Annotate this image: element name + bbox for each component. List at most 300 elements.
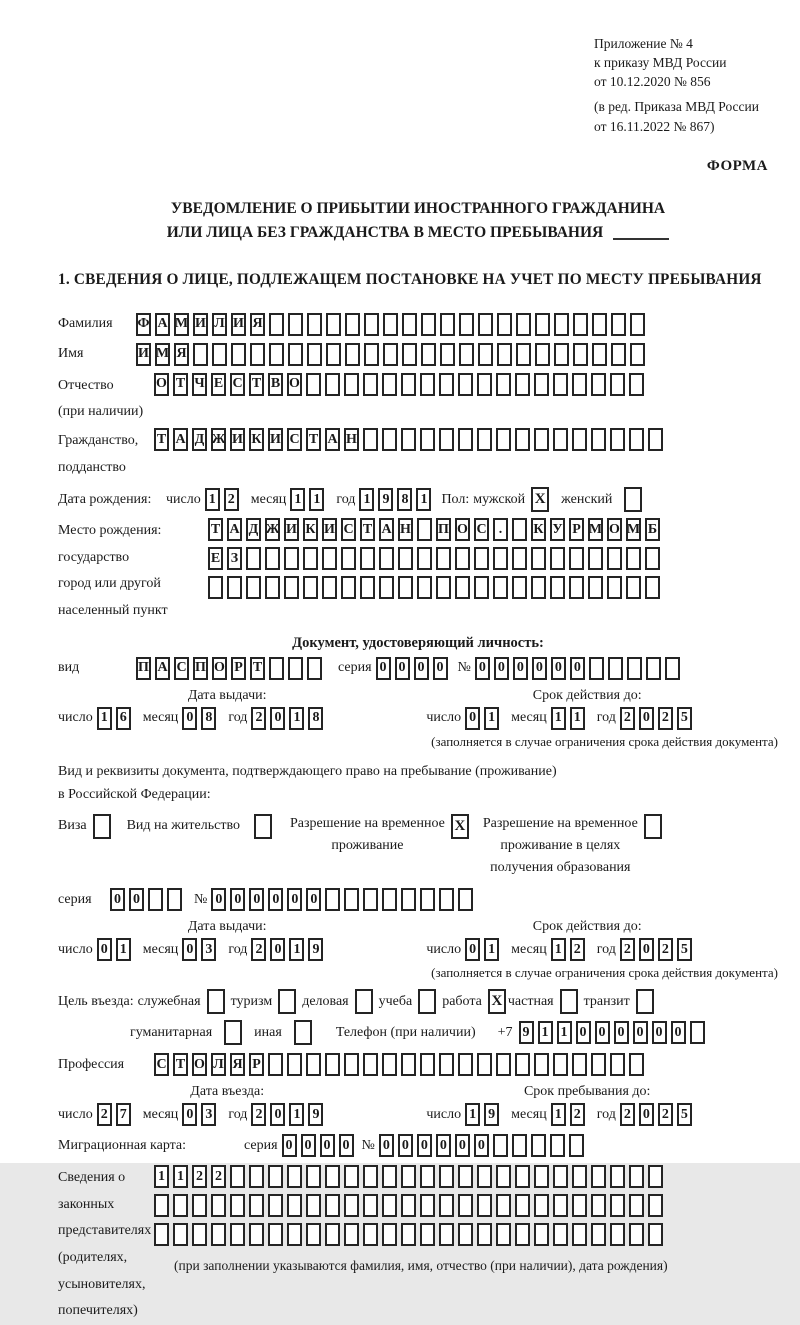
char-cell[interactable] — [645, 547, 660, 570]
char-cell[interactable] — [439, 1194, 454, 1217]
char-cell[interactable] — [398, 576, 413, 599]
char-cell[interactable]: 0 — [270, 707, 285, 730]
char-cell[interactable]: 0 — [182, 938, 197, 961]
char-cell[interactable]: 9 — [308, 938, 323, 961]
char-cell[interactable] — [455, 576, 470, 599]
char-cell[interactable]: М — [626, 518, 641, 541]
char-cell[interactable]: 0 — [395, 657, 410, 680]
char-cell[interactable]: 0 — [287, 888, 302, 911]
char-cell[interactable]: М — [588, 518, 603, 541]
char-cell[interactable]: С — [230, 373, 245, 396]
char-cell[interactable] — [211, 1194, 226, 1217]
char-cell[interactable] — [269, 657, 284, 680]
char-cell[interactable]: 2 — [192, 1165, 207, 1188]
char-cell[interactable] — [512, 547, 527, 570]
char-cell[interactable] — [478, 343, 493, 366]
char-cell[interactable] — [553, 1165, 568, 1188]
char-cell[interactable] — [477, 1053, 492, 1076]
char-cell[interactable] — [364, 313, 379, 336]
char-cell[interactable]: 0 — [97, 938, 112, 961]
char-cell[interactable]: С — [287, 428, 302, 451]
char-cell[interactable] — [610, 1053, 625, 1076]
char-cell[interactable]: 2 — [658, 938, 673, 961]
char-cell[interactable]: Я — [230, 1053, 245, 1076]
char-cell[interactable] — [515, 1165, 530, 1188]
char-cell[interactable] — [250, 343, 265, 366]
char-cell[interactable]: Т — [173, 373, 188, 396]
char-cell[interactable] — [401, 1223, 416, 1246]
char-cell[interactable] — [288, 343, 303, 366]
char-cell[interactable] — [531, 1134, 546, 1157]
char-cell[interactable] — [287, 1053, 302, 1076]
char-cell[interactable]: 2 — [658, 1103, 673, 1126]
char-cell[interactable] — [515, 1194, 530, 1217]
char-cell[interactable]: 0 — [182, 1103, 197, 1126]
char-cell[interactable] — [227, 576, 242, 599]
char-cell[interactable] — [344, 373, 359, 396]
char-cell[interactable] — [629, 1223, 644, 1246]
char-cell[interactable] — [648, 1165, 663, 1188]
char-cell[interactable] — [569, 1134, 584, 1157]
char-cell[interactable]: 2 — [251, 938, 266, 961]
purpose-transit-checkbox[interactable] — [636, 989, 654, 1014]
char-cell[interactable] — [591, 1194, 606, 1217]
char-cell[interactable]: Р — [569, 518, 584, 541]
char-cell[interactable] — [363, 888, 378, 911]
char-cell[interactable]: 9 — [378, 488, 393, 511]
char-cell[interactable] — [325, 1053, 340, 1076]
char-cell[interactable]: Л — [212, 313, 227, 336]
char-cell[interactable] — [455, 547, 470, 570]
char-cell[interactable]: 0 — [433, 657, 448, 680]
char-cell[interactable]: 0 — [639, 1103, 654, 1126]
char-cell[interactable] — [382, 888, 397, 911]
char-cell[interactable] — [439, 888, 454, 911]
char-cell[interactable]: Н — [344, 428, 359, 451]
char-cell[interactable]: 0 — [570, 657, 585, 680]
char-cell[interactable]: 0 — [465, 707, 480, 730]
char-cell[interactable] — [325, 1165, 340, 1188]
purpose-tourism-checkbox[interactable] — [278, 989, 296, 1014]
char-cell[interactable] — [325, 1194, 340, 1217]
char-cell[interactable] — [554, 313, 569, 336]
char-cell[interactable]: 5 — [677, 707, 692, 730]
char-cell[interactable]: С — [154, 1053, 169, 1076]
char-cell[interactable] — [363, 1053, 378, 1076]
char-cell[interactable]: 2 — [251, 707, 266, 730]
char-cell[interactable] — [287, 1223, 302, 1246]
char-cell[interactable] — [268, 1165, 283, 1188]
char-cell[interactable] — [477, 1223, 492, 1246]
char-cell[interactable] — [363, 1223, 378, 1246]
char-cell[interactable] — [303, 576, 318, 599]
char-cell[interactable] — [307, 343, 322, 366]
char-cell[interactable] — [173, 1194, 188, 1217]
char-cell[interactable] — [230, 1165, 245, 1188]
char-cell[interactable] — [208, 576, 223, 599]
char-cell[interactable] — [553, 428, 568, 451]
char-cell[interactable] — [382, 373, 397, 396]
char-cell[interactable]: 0 — [494, 657, 509, 680]
char-cell[interactable]: И — [193, 313, 208, 336]
char-cell[interactable]: 2 — [570, 1103, 585, 1126]
char-cell[interactable] — [458, 1165, 473, 1188]
char-cell[interactable] — [401, 888, 416, 911]
char-cell[interactable] — [516, 343, 531, 366]
char-cell[interactable] — [246, 547, 261, 570]
char-cell[interactable] — [341, 576, 356, 599]
char-cell[interactable] — [477, 428, 492, 451]
char-cell[interactable] — [550, 1134, 565, 1157]
char-cell[interactable] — [268, 1194, 283, 1217]
residence-permit-checkbox[interactable] — [254, 814, 272, 839]
char-cell[interactable] — [610, 428, 625, 451]
char-cell[interactable] — [192, 1194, 207, 1217]
char-cell[interactable]: 0 — [230, 888, 245, 911]
char-cell[interactable] — [534, 1223, 549, 1246]
char-cell[interactable] — [515, 1053, 530, 1076]
char-cell[interactable]: 0 — [532, 657, 547, 680]
char-cell[interactable]: 0 — [339, 1134, 354, 1157]
char-cell[interactable] — [212, 343, 227, 366]
char-cell[interactable] — [345, 313, 360, 336]
char-cell[interactable]: Я — [174, 343, 189, 366]
char-cell[interactable] — [459, 343, 474, 366]
char-cell[interactable] — [249, 1194, 264, 1217]
char-cell[interactable]: Е — [211, 373, 226, 396]
char-cell[interactable]: Т — [306, 428, 321, 451]
char-cell[interactable] — [364, 343, 379, 366]
char-cell[interactable]: 3 — [201, 938, 216, 961]
char-cell[interactable]: Т — [154, 428, 169, 451]
char-cell[interactable] — [493, 1134, 508, 1157]
char-cell[interactable] — [573, 343, 588, 366]
char-cell[interactable]: 2 — [97, 1103, 112, 1126]
char-cell[interactable] — [344, 1053, 359, 1076]
char-cell[interactable]: А — [227, 518, 242, 541]
char-cell[interactable]: 8 — [201, 707, 216, 730]
char-cell[interactable]: В — [268, 373, 283, 396]
char-cell[interactable]: 1 — [551, 1103, 566, 1126]
char-cell[interactable]: 1 — [116, 938, 131, 961]
char-cell[interactable] — [516, 313, 531, 336]
char-cell[interactable]: 0 — [474, 1134, 489, 1157]
char-cell[interactable]: 0 — [465, 938, 480, 961]
char-cell[interactable]: 0 — [417, 1134, 432, 1157]
char-cell[interactable]: И — [268, 428, 283, 451]
char-cell[interactable] — [420, 888, 435, 911]
char-cell[interactable] — [534, 428, 549, 451]
char-cell[interactable]: З — [227, 547, 242, 570]
char-cell[interactable]: 8 — [397, 488, 412, 511]
char-cell[interactable] — [402, 313, 417, 336]
char-cell[interactable]: 0 — [652, 1021, 667, 1044]
char-cell[interactable]: 2 — [224, 488, 239, 511]
char-cell[interactable] — [629, 1165, 644, 1188]
char-cell[interactable] — [610, 373, 625, 396]
char-cell[interactable]: 0 — [398, 1134, 413, 1157]
char-cell[interactable]: О — [212, 657, 227, 680]
char-cell[interactable] — [307, 657, 322, 680]
char-cell[interactable] — [344, 1223, 359, 1246]
char-cell[interactable]: П — [193, 657, 208, 680]
char-cell[interactable]: 0 — [551, 657, 566, 680]
char-cell[interactable]: Д — [246, 518, 261, 541]
char-cell[interactable] — [439, 1053, 454, 1076]
char-cell[interactable] — [288, 313, 303, 336]
char-cell[interactable] — [421, 343, 436, 366]
char-cell[interactable] — [493, 576, 508, 599]
char-cell[interactable] — [192, 1223, 207, 1246]
char-cell[interactable] — [534, 1053, 549, 1076]
char-cell[interactable] — [382, 1165, 397, 1188]
char-cell[interactable] — [591, 1165, 606, 1188]
char-cell[interactable]: А — [155, 657, 170, 680]
char-cell[interactable] — [572, 1223, 587, 1246]
char-cell[interactable]: А — [379, 518, 394, 541]
char-cell[interactable]: 2 — [211, 1165, 226, 1188]
char-cell[interactable]: 1 — [551, 938, 566, 961]
char-cell[interactable] — [477, 1194, 492, 1217]
char-cell[interactable] — [231, 343, 246, 366]
char-cell[interactable] — [420, 428, 435, 451]
char-cell[interactable] — [268, 1053, 283, 1076]
char-cell[interactable] — [630, 343, 645, 366]
char-cell[interactable] — [344, 1194, 359, 1217]
char-cell[interactable] — [553, 1223, 568, 1246]
visa-checkbox[interactable] — [93, 814, 111, 839]
char-cell[interactable] — [265, 576, 280, 599]
char-cell[interactable] — [629, 1194, 644, 1217]
char-cell[interactable] — [363, 428, 378, 451]
char-cell[interactable] — [249, 1165, 264, 1188]
char-cell[interactable]: О — [455, 518, 470, 541]
char-cell[interactable] — [553, 1053, 568, 1076]
purpose-other-checkbox[interactable] — [294, 1020, 312, 1045]
char-cell[interactable]: 5 — [677, 1103, 692, 1126]
char-cell[interactable] — [379, 547, 394, 570]
char-cell[interactable] — [572, 1165, 587, 1188]
char-cell[interactable] — [589, 657, 604, 680]
char-cell[interactable]: 2 — [658, 707, 673, 730]
char-cell[interactable] — [569, 547, 584, 570]
char-cell[interactable] — [496, 373, 511, 396]
char-cell[interactable] — [322, 547, 337, 570]
char-cell[interactable] — [148, 888, 163, 911]
char-cell[interactable]: 0 — [211, 888, 226, 911]
char-cell[interactable]: Т — [360, 518, 375, 541]
char-cell[interactable]: 2 — [251, 1103, 266, 1126]
char-cell[interactable] — [401, 373, 416, 396]
char-cell[interactable] — [588, 547, 603, 570]
purpose-private-checkbox[interactable] — [560, 989, 578, 1014]
char-cell[interactable] — [648, 1223, 663, 1246]
char-cell[interactable] — [626, 576, 641, 599]
char-cell[interactable]: И — [136, 343, 151, 366]
char-cell[interactable]: И — [230, 428, 245, 451]
char-cell[interactable] — [230, 1223, 245, 1246]
char-cell[interactable]: Ж — [211, 428, 226, 451]
char-cell[interactable]: 8 — [308, 707, 323, 730]
char-cell[interactable]: С — [474, 518, 489, 541]
char-cell[interactable]: Р — [231, 657, 246, 680]
char-cell[interactable]: Р — [249, 1053, 264, 1076]
char-cell[interactable] — [420, 1194, 435, 1217]
char-cell[interactable]: Н — [398, 518, 413, 541]
char-cell[interactable] — [610, 1194, 625, 1217]
char-cell[interactable] — [439, 428, 454, 451]
char-cell[interactable] — [306, 1165, 321, 1188]
char-cell[interactable] — [458, 1194, 473, 1217]
purpose-business-checkbox[interactable] — [355, 989, 373, 1014]
char-cell[interactable] — [496, 428, 511, 451]
char-cell[interactable]: К — [249, 428, 264, 451]
char-cell[interactable] — [306, 373, 321, 396]
char-cell[interactable]: М — [174, 313, 189, 336]
char-cell[interactable] — [572, 428, 587, 451]
char-cell[interactable]: 1 — [570, 707, 585, 730]
char-cell[interactable]: 1 — [465, 1103, 480, 1126]
char-cell[interactable] — [591, 1053, 606, 1076]
char-cell[interactable] — [515, 428, 530, 451]
char-cell[interactable] — [629, 428, 644, 451]
char-cell[interactable]: 1 — [538, 1021, 553, 1044]
char-cell[interactable]: 7 — [116, 1103, 131, 1126]
char-cell[interactable]: Т — [250, 657, 265, 680]
char-cell[interactable] — [173, 1223, 188, 1246]
char-cell[interactable]: 0 — [379, 1134, 394, 1157]
char-cell[interactable]: С — [341, 518, 356, 541]
char-cell[interactable]: С — [174, 657, 189, 680]
char-cell[interactable]: 0 — [282, 1134, 297, 1157]
char-cell[interactable] — [535, 313, 550, 336]
char-cell[interactable] — [436, 576, 451, 599]
char-cell[interactable]: 0 — [129, 888, 144, 911]
char-cell[interactable] — [325, 1223, 340, 1246]
char-cell[interactable]: 0 — [268, 888, 283, 911]
temp-permit-checkbox[interactable]: X — [451, 814, 469, 839]
char-cell[interactable]: 0 — [513, 657, 528, 680]
char-cell[interactable] — [325, 888, 340, 911]
char-cell[interactable] — [477, 373, 492, 396]
char-cell[interactable] — [572, 373, 587, 396]
char-cell[interactable]: А — [155, 313, 170, 336]
char-cell[interactable] — [512, 576, 527, 599]
char-cell[interactable] — [402, 343, 417, 366]
char-cell[interactable]: Т — [208, 518, 223, 541]
char-cell[interactable] — [629, 373, 644, 396]
char-cell[interactable] — [440, 313, 455, 336]
char-cell[interactable]: М — [155, 343, 170, 366]
char-cell[interactable] — [439, 373, 454, 396]
char-cell[interactable]: 2 — [620, 707, 635, 730]
char-cell[interactable] — [610, 1165, 625, 1188]
char-cell[interactable]: А — [325, 428, 340, 451]
char-cell[interactable]: О — [192, 1053, 207, 1076]
char-cell[interactable] — [458, 373, 473, 396]
char-cell[interactable] — [303, 547, 318, 570]
char-cell[interactable] — [512, 1134, 527, 1157]
char-cell[interactable]: 0 — [110, 888, 125, 911]
char-cell[interactable]: О — [607, 518, 622, 541]
char-cell[interactable] — [610, 1223, 625, 1246]
char-cell[interactable] — [645, 576, 660, 599]
char-cell[interactable] — [646, 657, 661, 680]
char-cell[interactable] — [592, 313, 607, 336]
char-cell[interactable]: 1 — [484, 707, 499, 730]
char-cell[interactable]: 9 — [484, 1103, 499, 1126]
char-cell[interactable] — [550, 576, 565, 599]
char-cell[interactable]: 0 — [320, 1134, 335, 1157]
char-cell[interactable]: П — [136, 657, 151, 680]
sex-female-checkbox[interactable] — [624, 487, 642, 512]
char-cell[interactable] — [648, 1194, 663, 1217]
char-cell[interactable] — [531, 547, 546, 570]
char-cell[interactable]: 1 — [289, 707, 304, 730]
char-cell[interactable] — [326, 313, 341, 336]
char-cell[interactable]: К — [531, 518, 546, 541]
char-cell[interactable]: 0 — [182, 707, 197, 730]
char-cell[interactable] — [569, 576, 584, 599]
char-cell[interactable] — [515, 1223, 530, 1246]
char-cell[interactable] — [265, 547, 280, 570]
char-cell[interactable] — [496, 1194, 511, 1217]
char-cell[interactable]: 0 — [270, 938, 285, 961]
char-cell[interactable]: 0 — [376, 657, 391, 680]
char-cell[interactable]: 0 — [455, 1134, 470, 1157]
char-cell[interactable] — [592, 343, 607, 366]
char-cell[interactable] — [382, 1194, 397, 1217]
char-cell[interactable] — [648, 428, 663, 451]
char-cell[interactable] — [534, 1194, 549, 1217]
char-cell[interactable]: 1 — [551, 707, 566, 730]
char-cell[interactable] — [417, 576, 432, 599]
edu-permit-checkbox[interactable] — [644, 814, 662, 839]
char-cell[interactable]: О — [154, 373, 169, 396]
char-cell[interactable]: . — [493, 518, 508, 541]
char-cell[interactable] — [458, 1223, 473, 1246]
char-cell[interactable] — [572, 1194, 587, 1217]
purpose-official-checkbox[interactable] — [207, 989, 225, 1014]
char-cell[interactable] — [326, 343, 341, 366]
char-cell[interactable] — [269, 313, 284, 336]
char-cell[interactable]: Т — [173, 1053, 188, 1076]
char-cell[interactable]: 1 — [416, 488, 431, 511]
char-cell[interactable]: Ф — [136, 313, 151, 336]
char-cell[interactable] — [553, 1194, 568, 1217]
char-cell[interactable] — [550, 547, 565, 570]
char-cell[interactable] — [474, 547, 489, 570]
char-cell[interactable] — [535, 343, 550, 366]
char-cell[interactable] — [534, 373, 549, 396]
char-cell[interactable] — [383, 313, 398, 336]
char-cell[interactable]: К — [303, 518, 318, 541]
char-cell[interactable]: А — [173, 428, 188, 451]
char-cell[interactable] — [512, 518, 527, 541]
char-cell[interactable] — [211, 1223, 226, 1246]
char-cell[interactable] — [287, 1165, 302, 1188]
char-cell[interactable] — [496, 1165, 511, 1188]
char-cell[interactable] — [607, 547, 622, 570]
char-cell[interactable]: Д — [192, 428, 207, 451]
char-cell[interactable]: И — [284, 518, 299, 541]
char-cell[interactable]: 0 — [306, 888, 321, 911]
purpose-work-checkbox[interactable]: X — [488, 989, 506, 1014]
char-cell[interactable] — [421, 313, 436, 336]
char-cell[interactable] — [420, 373, 435, 396]
char-cell[interactable] — [401, 428, 416, 451]
char-cell[interactable] — [630, 313, 645, 336]
